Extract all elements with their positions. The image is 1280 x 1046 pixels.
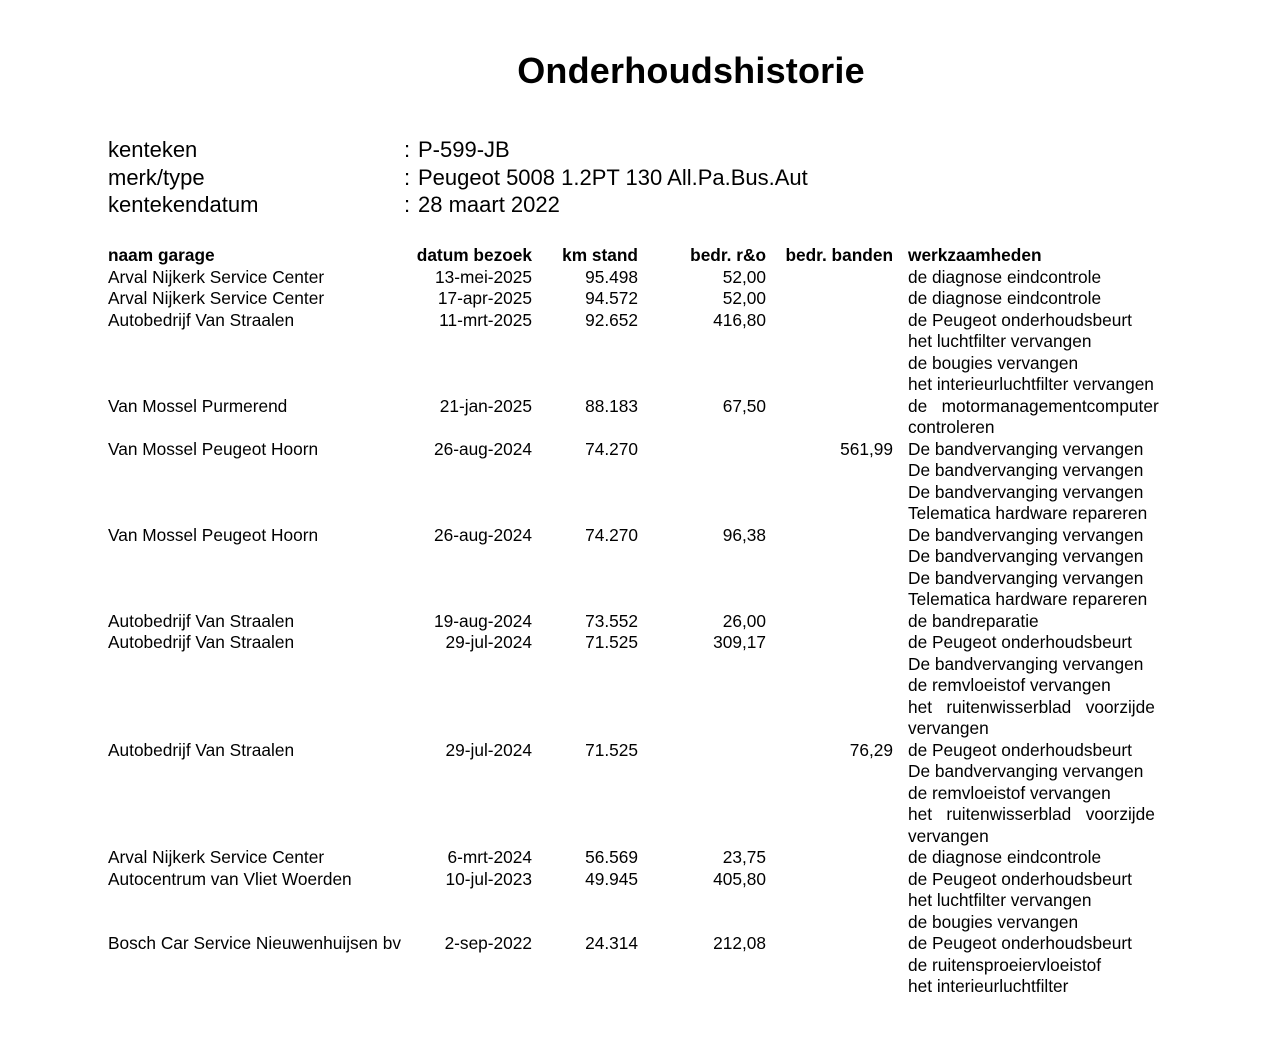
cell-werkzaamheden	[893, 396, 1188, 439]
table-row	[108, 396, 1188, 439]
cell-ro: 52,00	[722, 266, 766, 287]
work-item: de Peugeot onderhoudsbeurt	[908, 309, 1132, 330]
cell-werkzaamheden	[893, 525, 1188, 611]
merk-value: Peugeot 5008 1.2PT 130 All.Pa.Bus.Aut	[418, 164, 808, 190]
cell-ro: 405,80	[713, 868, 766, 889]
table-row	[108, 288, 1188, 310]
header-km: km stand	[562, 245, 638, 265]
cell-datum: 21-jan-2025	[439, 395, 532, 416]
cell-km: 88.183	[585, 395, 638, 416]
cell-datum: 11-mrt-2025	[439, 309, 532, 330]
work-item: controleren	[908, 417, 995, 437]
cell-werkzaamheden	[893, 439, 1188, 525]
work-item: het interieurluchtfilter vervangen	[908, 374, 1154, 394]
work-item: vervangen	[908, 718, 989, 738]
work-item: de remvloeistof vervangen	[908, 782, 1111, 803]
cell-garage: Van Mossel Peugeot Hoorn	[108, 438, 319, 459]
work-item: De bandvervanging vervangen	[908, 524, 1144, 545]
work-item: Telematica hardware repareren	[908, 503, 1148, 523]
work-item: De bandvervanging vervangen	[908, 761, 1144, 781]
cell-garage: Autobedrijf Van Straalen	[108, 610, 295, 631]
merk-label: merk/type	[108, 164, 205, 190]
cell-garage: Autobedrijf Van Straalen	[108, 309, 295, 330]
work-item: de Peugeot onderhoudsbeurt	[908, 868, 1132, 889]
cell-werkzaamheden	[893, 847, 1188, 869]
work-item: het luchtfilter vervangen	[908, 331, 1092, 351]
cell-km: 73.552	[585, 610, 638, 631]
work-item: het ruitenwisserblad voorzijde	[908, 804, 1155, 824]
cell-km: 94.572	[585, 288, 638, 308]
separator: :	[404, 192, 411, 217]
work-item: de remvloeistof vervangen	[908, 675, 1111, 695]
cell-km: 92.652	[585, 309, 638, 330]
work-item: De bandvervanging vervangen	[908, 546, 1144, 566]
cell-garage: Arval Nijkerk Service Center	[108, 847, 325, 867]
work-item: het ruitenwisserblad voorzijde	[908, 696, 1155, 717]
cell-km: 74.270	[585, 438, 638, 459]
cell-garage: Van Mossel Purmerend	[108, 395, 288, 416]
work-item: de diagnose eindcontrole	[908, 847, 1102, 867]
cell-ro: 52,00	[722, 288, 766, 308]
work-item: de Peugeot onderhoudsbeurt	[908, 632, 1132, 652]
cell-km: 71.525	[585, 739, 638, 760]
work-item: de motormanagementcomputer	[908, 395, 1159, 416]
work-item: vervangen	[908, 825, 989, 846]
cell-ro: 309,17	[713, 632, 766, 652]
cell-datum: 13-mei-2025	[434, 266, 532, 287]
table-row	[108, 740, 1188, 848]
work-item: de Peugeot onderhoudsbeurt	[908, 933, 1132, 953]
work-item: De bandvervanging vervangen	[908, 481, 1144, 502]
header-datum: datum bezoek	[416, 245, 532, 265]
work-item: Telematica hardware repareren	[908, 589, 1148, 609]
cell-werkzaamheden	[893, 310, 1188, 396]
cell-garage: Arval Nijkerk Service Center	[108, 266, 325, 287]
cell-ro: 26,00	[722, 610, 766, 631]
maintenance-table	[108, 245, 1188, 998]
cell-ro: 212,08	[713, 933, 766, 953]
table-row	[108, 632, 1188, 740]
table-row	[108, 933, 1188, 998]
table-row	[108, 310, 1188, 396]
page-title: Onderhoudshistorie	[517, 50, 865, 91]
separator: :	[404, 164, 411, 190]
table-row	[108, 267, 1188, 289]
table-row	[108, 847, 1188, 869]
work-item: de Peugeot onderhoudsbeurt	[908, 739, 1132, 760]
header-banden: bedr. banden	[785, 245, 893, 265]
table-row	[108, 439, 1188, 525]
header-ro: bedr. r&o	[690, 245, 766, 265]
cell-werkzaamheden	[893, 288, 1188, 310]
cell-garage: Arval Nijkerk Service Center	[108, 288, 325, 308]
work-item: De bandvervanging vervangen	[908, 438, 1144, 459]
table-row	[108, 869, 1188, 934]
table-row	[108, 611, 1188, 633]
cell-ro: 23,75	[722, 847, 766, 867]
cell-km: 24.314	[585, 933, 638, 953]
cell-werkzaamheden	[893, 933, 1188, 998]
cell-werkzaamheden	[893, 611, 1188, 633]
cell-ro: 416,80	[713, 309, 766, 330]
work-item: het luchtfilter vervangen	[908, 890, 1092, 910]
cell-werkzaamheden	[893, 267, 1188, 289]
cell-ro: 96,38	[722, 524, 766, 545]
cell-banden: 76,29	[849, 739, 893, 760]
table-body	[108, 267, 1188, 998]
work-item: de bougies vervangen	[908, 352, 1079, 373]
cell-garage: Bosch Car Service Nieuwenhuijsen bv	[108, 933, 401, 953]
cell-garage: Autocentrum van Vliet Woerden	[108, 868, 352, 889]
cell-ro: 67,50	[722, 395, 766, 416]
work-item: de bandreparatie	[908, 610, 1039, 631]
cell-datum: 2-sep-2022	[444, 933, 532, 953]
work-item: De bandvervanging vervangen	[908, 653, 1144, 674]
kentekendatum-value: 28 maart 2022	[418, 192, 560, 217]
cell-garage: Autobedrijf Van Straalen	[108, 632, 295, 652]
kenteken-row	[108, 136, 808, 164]
kenteken-label: kenteken	[108, 137, 198, 162]
kentekendatum-row	[108, 191, 808, 219]
cell-garage: Van Mossel Peugeot Hoorn	[108, 524, 319, 545]
work-item: De bandvervanging vervangen	[908, 567, 1144, 588]
work-item: het interieurluchtfilter	[908, 976, 1069, 996]
cell-garage: Autobedrijf Van Straalen	[108, 739, 295, 760]
table-header	[108, 245, 1188, 267]
cell-km: 95.498	[585, 266, 638, 287]
cell-datum: 19-aug-2024	[433, 610, 532, 631]
work-item: de diagnose eindcontrole	[908, 288, 1102, 308]
work-item: de bougies vervangen	[908, 911, 1079, 932]
cell-datum: 26-aug-2024	[433, 524, 532, 545]
cell-banden: 561,99	[840, 438, 893, 459]
kenteken-value: P-599-JB	[418, 137, 510, 162]
cell-werkzaamheden	[893, 740, 1188, 848]
cell-werkzaamheden	[893, 869, 1188, 934]
separator: :	[404, 137, 411, 162]
work-item: de diagnose eindcontrole	[908, 266, 1102, 287]
table-row	[108, 525, 1188, 611]
kentekendatum-label: kentekendatum	[108, 192, 259, 217]
cell-datum: 29-jul-2024	[445, 632, 532, 652]
vehicle-info	[108, 136, 808, 219]
header-werk: werkzaamheden	[908, 245, 1042, 265]
cell-datum: 6-mrt-2024	[447, 847, 532, 867]
cell-km: 56.569	[585, 847, 638, 867]
cell-datum: 17-apr-2025	[437, 288, 532, 308]
cell-datum: 10-jul-2023	[445, 868, 532, 889]
cell-datum: 29-jul-2024	[445, 739, 532, 760]
cell-werkzaamheden	[893, 632, 1188, 740]
work-item: de ruitensproeiervloeistof	[908, 954, 1102, 975]
cell-km: 71.525	[585, 632, 638, 652]
cell-km: 74.270	[585, 524, 638, 545]
header-garage: naam garage	[108, 245, 215, 265]
cell-datum: 26-aug-2024	[433, 438, 532, 459]
cell-km: 49.945	[585, 868, 638, 889]
merk-row	[108, 164, 808, 192]
work-item: De bandvervanging vervangen	[908, 460, 1144, 480]
